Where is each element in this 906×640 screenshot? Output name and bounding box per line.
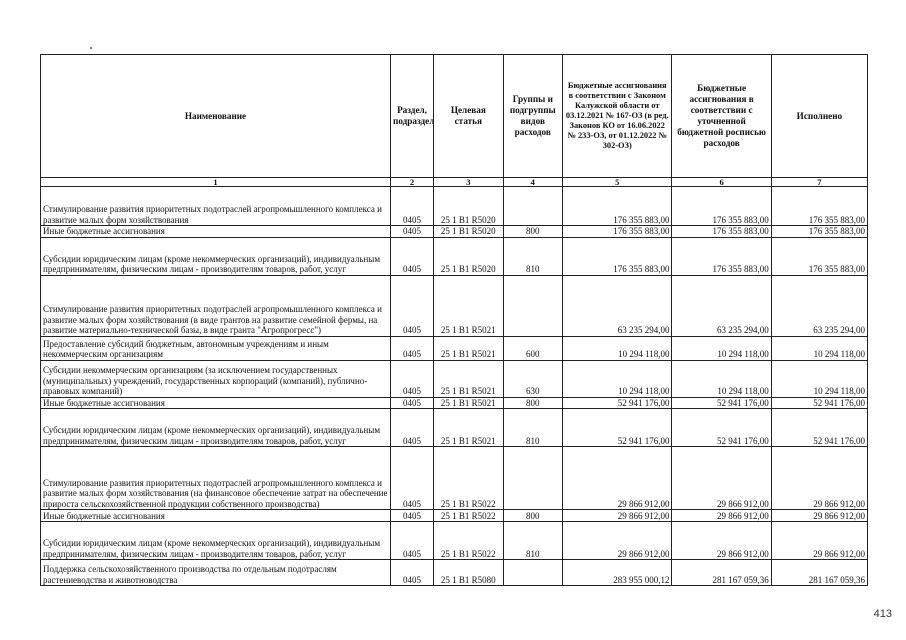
row-target: 25 1 B1 R5021 — [434, 336, 504, 360]
row-group — [503, 187, 562, 226]
row-budget-list: 29 866 912,00 — [672, 447, 771, 510]
header-budget-list: Бюджетные ассигнования в соответствии с уточненной бюджетной росписью расходов — [672, 55, 771, 178]
row-group: 810 — [503, 409, 562, 447]
row-section: 0405 — [391, 397, 434, 409]
table-row — [41, 409, 868, 447]
row-target: 25 1 B1 R5021 — [434, 275, 504, 336]
row-target: 25 1 B1 R5020 — [434, 187, 504, 226]
row-budget-list: 176 355 883,00 — [672, 226, 771, 238]
row-budget-law: 176 355 883,00 — [562, 226, 672, 238]
row-budget-list: 10 294 118,00 — [672, 360, 771, 397]
table-row — [41, 522, 868, 560]
header-name: Наименование — [41, 55, 391, 178]
row-budget-law: 29 866 912,00 — [562, 447, 672, 510]
header-executed: Исполнено — [771, 55, 867, 178]
row-budget-law: 10 294 118,00 — [562, 360, 672, 397]
row-budget-list: 176 355 883,00 — [672, 237, 771, 275]
row-group: 810 — [503, 522, 562, 560]
row-executed: 10 294 118,00 — [771, 336, 867, 360]
table-row — [41, 447, 868, 510]
row-name: Стимулирование развития приоритетных подотраслей агропромышленного комплекса и развитие малых форм хозяйствования — [41, 187, 391, 226]
row-executed: 176 355 883,00 — [771, 226, 867, 238]
row-section: 0405 — [391, 226, 434, 238]
row-budget-law: 29 866 912,00 — [562, 522, 672, 560]
row-target: 25 1 B1 R5022 — [434, 522, 504, 560]
row-group: 800 — [503, 397, 562, 409]
table-row — [41, 226, 868, 238]
row-target: 25 1 B1 R5021 — [434, 409, 504, 447]
row-budget-list: 10 294 118,00 — [672, 336, 771, 360]
table-row — [41, 187, 868, 226]
row-budget-list: 29 866 912,00 — [672, 510, 771, 522]
row-target: 25 1 B1 R5080 — [434, 560, 504, 586]
budget-table — [40, 54, 868, 586]
row-executed: 29 866 912,00 — [771, 510, 867, 522]
row-budget-list: 52 941 176,00 — [672, 397, 771, 409]
row-group — [503, 447, 562, 510]
row-section: 0405 — [391, 237, 434, 275]
row-budget-law: 52 941 176,00 — [562, 397, 672, 409]
header-budget-law: Бюджетные ассигнования в соответствии с Законом Калужской области от 03.12.2021 № 167-ОЗ (в ред. Законов КО от 16.06.2022 № 233-ОЗ, от 01.12.2022 № 302-ОЗ) — [562, 55, 672, 178]
row-target: 25 1 B1 R5020 — [434, 226, 504, 238]
column-number: 6 — [672, 178, 771, 187]
scan-speck — [90, 47, 92, 49]
row-executed: 176 355 883,00 — [771, 187, 867, 226]
row-group: 800 — [503, 226, 562, 238]
table-row — [41, 360, 868, 397]
row-name: Иные бюджетные ассигнования — [41, 510, 391, 522]
row-section: 0405 — [391, 336, 434, 360]
row-executed: 29 866 912,00 — [771, 447, 867, 510]
row-group — [503, 560, 562, 586]
row-executed: 176 355 883,00 — [771, 237, 867, 275]
row-target: 25 1 B1 R5020 — [434, 237, 504, 275]
row-budget-list: 29 866 912,00 — [672, 522, 771, 560]
row-name: Стимулирование развития приоритетных подотраслей агропромышленного комплекса и развитие малых форм хозяйствования (на финансовое обеспечение затрат на обеспечение прироста сельскохозяйственной продукции собственного производства) — [41, 447, 391, 510]
row-target: 25 1 B1 R5022 — [434, 510, 504, 522]
row-budget-law: 63 235 294,00 — [562, 275, 672, 336]
row-executed: 63 235 294,00 — [771, 275, 867, 336]
row-target: 25 1 B1 R5021 — [434, 360, 504, 397]
row-budget-list: 176 355 883,00 — [672, 187, 771, 226]
table-row — [41, 237, 868, 275]
table-row — [41, 336, 868, 360]
header-target: Целевая статья — [434, 55, 504, 178]
row-section: 0405 — [391, 522, 434, 560]
row-section: 0405 — [391, 409, 434, 447]
row-name: Иные бюджетные ассигнования — [41, 397, 391, 409]
row-target: 25 1 B1 R5021 — [434, 397, 504, 409]
page-number: 413 — [873, 608, 892, 620]
column-number-row — [41, 178, 868, 187]
row-name: Субсидии юридическим лицам (кроме некоммерческих организаций), индивидуальным предпринимателям, физическим лицам - производителям товаров, работ, услуг — [41, 409, 391, 447]
row-section: 0405 — [391, 187, 434, 226]
column-number: 4 — [503, 178, 562, 187]
row-group: 810 — [503, 237, 562, 275]
row-section: 0405 — [391, 510, 434, 522]
row-budget-list: 63 235 294,00 — [672, 275, 771, 336]
row-budget-law: 52 941 176,00 — [562, 409, 672, 447]
row-name: Стимулирование развития приоритетных подотраслей агропромышленного комплекса и развитие малых форм хозяйствования (в виде грантов на развитие семейной фермы, на развитие материально-технической базы, в виде гранта "Агропрогресс") — [41, 275, 391, 336]
row-section: 0405 — [391, 560, 434, 586]
row-group — [503, 275, 562, 336]
header-row — [41, 55, 868, 178]
row-budget-law: 176 355 883,00 — [562, 187, 672, 226]
row-executed: 281 167 059,36 — [771, 560, 867, 586]
row-group: 600 — [503, 336, 562, 360]
table-row — [41, 560, 868, 586]
header-section: Раздел, подраздел — [391, 55, 434, 178]
row-budget-list: 52 941 176,00 — [672, 409, 771, 447]
row-executed: 52 941 176,00 — [771, 397, 867, 409]
row-name: Субсидии юридическим лицам (кроме некоммерческих организаций), индивидуальным предпринимателям, физическим лицам - производителям товаров, работ, услуг — [41, 522, 391, 560]
row-section: 0405 — [391, 447, 434, 510]
row-executed: 52 941 176,00 — [771, 409, 867, 447]
row-executed: 10 294 118,00 — [771, 360, 867, 397]
column-number: 7 — [771, 178, 867, 187]
header-groups: Группы и подгруппы видов расходов — [503, 55, 562, 178]
column-number: 2 — [391, 178, 434, 187]
row-name: Субсидии юридическим лицам (кроме некоммерческих организаций), индивидуальным предпринимателям, физическим лицам - производителям товаров, работ, услуг — [41, 237, 391, 275]
row-name: Поддержка сельскохозяйственного производства по отдельным подотраслям растениеводства и животноводства — [41, 560, 391, 586]
table-row — [41, 510, 868, 522]
row-budget-law: 176 355 883,00 — [562, 237, 672, 275]
row-budget-law: 10 294 118,00 — [562, 336, 672, 360]
row-name: Субсидии некоммерческим организациям (за исключением государственных (муниципальных) учреждений, государственных корпораций (компаний), публично-правовых компаний) — [41, 360, 391, 397]
column-number: 1 — [41, 178, 391, 187]
row-group: 800 — [503, 510, 562, 522]
row-section: 0405 — [391, 275, 434, 336]
row-target: 25 1 B1 R5022 — [434, 447, 504, 510]
column-number: 3 — [434, 178, 504, 187]
row-group: 630 — [503, 360, 562, 397]
row-name: Предоставление субсидий бюджетным, автономным учреждениям и иным некоммерческим организациям — [41, 336, 391, 360]
row-section: 0405 — [391, 360, 434, 397]
row-budget-law: 29 866 912,00 — [562, 510, 672, 522]
column-number: 5 — [562, 178, 672, 187]
table-row — [41, 397, 868, 409]
row-budget-list: 281 167 059,36 — [672, 560, 771, 586]
row-budget-law: 283 955 000,12 — [562, 560, 672, 586]
table-row — [41, 275, 868, 336]
row-executed: 29 866 912,00 — [771, 522, 867, 560]
row-name: Иные бюджетные ассигнования — [41, 226, 391, 238]
